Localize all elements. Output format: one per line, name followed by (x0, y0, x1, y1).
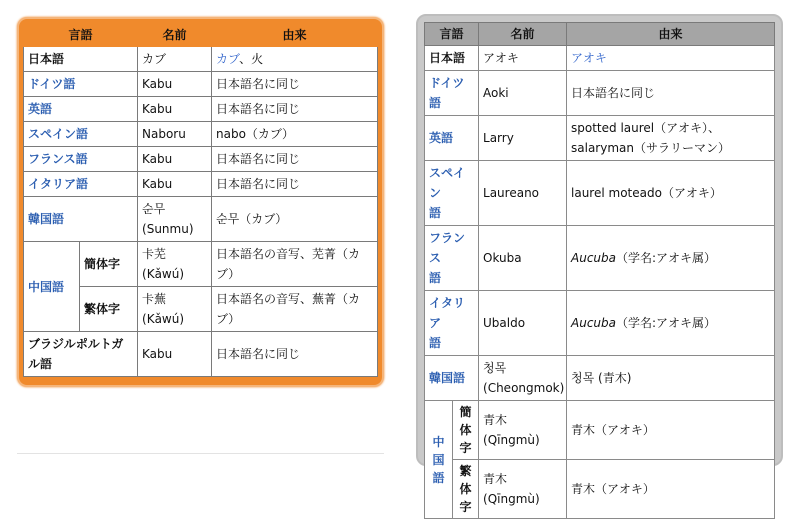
table-row (24, 122, 378, 147)
origin-line: 日本語名の音写、芜菁（カ (216, 247, 361, 261)
lang-line: 語 (429, 336, 442, 350)
table-row (24, 172, 378, 197)
sub-char: 体 (459, 482, 472, 496)
sub-char: 簡 (459, 405, 472, 419)
origin-cell: 青木（アオキ） (567, 401, 775, 460)
lang-italian-link[interactable] (425, 291, 479, 356)
table-row (425, 46, 775, 71)
name-line: 青木 (483, 413, 508, 427)
header-name: 名前 (138, 24, 212, 47)
origin-cell: 日本語名に同じ (212, 172, 378, 197)
origin-cell (212, 47, 378, 72)
table-row (425, 460, 775, 519)
lang-french-link[interactable]: フランス語 (24, 147, 138, 172)
origin-line: ブ） (216, 267, 241, 281)
sub-simplified (453, 401, 479, 460)
lang-line: フランス (429, 231, 466, 265)
sub-traditional (453, 460, 479, 519)
origin-cell: 青木（アオキ） (567, 460, 775, 519)
header-origin: 由来 (212, 24, 378, 47)
lang-line: 語 (429, 271, 442, 285)
lang-line: スペイン (429, 166, 466, 200)
table-row (24, 47, 378, 72)
name-cell: アオキ (479, 46, 567, 71)
name-line: 청목 (483, 361, 507, 375)
lang-line: ブラジルポルトガ (28, 337, 124, 351)
origin-text: （学名:アオキ属） (616, 251, 716, 265)
name-cell: Ubaldo (479, 291, 567, 356)
lang-line: イタリア (429, 296, 466, 330)
lang-italian-link[interactable]: イタリア語 (24, 172, 138, 197)
table-row (24, 242, 378, 287)
origin-cell: 日本語名に同じ (212, 332, 378, 377)
name-cell: Kabu (138, 97, 212, 122)
table-row (425, 356, 775, 401)
table-row (425, 116, 775, 161)
table-row (24, 72, 378, 97)
name-cell (138, 197, 212, 242)
name-cell: Okuba (479, 226, 567, 291)
origin-cell: nabo（カブ） (212, 122, 378, 147)
name-romanization: (Kǎwú) (142, 312, 185, 326)
sub-traditional: 繁体字 (80, 287, 138, 332)
name-romanization: (Kǎwú) (142, 267, 185, 281)
lang-french-link[interactable] (425, 226, 479, 291)
name-cell: Kabu (138, 332, 212, 377)
name-cell: Kabu (138, 72, 212, 97)
table-row (24, 147, 378, 172)
lang-japanese: 日本語 (425, 46, 479, 71)
divider (17, 453, 384, 454)
origin-cell: laurel moteado（アオキ） (567, 161, 775, 226)
origin-link[interactable]: アオキ (567, 46, 775, 71)
scientific-name: Aucuba (571, 251, 617, 265)
lang-chinese-link[interactable]: 中国語 (24, 242, 80, 332)
lang-german-link[interactable]: ドイツ語 (24, 72, 138, 97)
scientific-name: Aucuba (571, 316, 617, 330)
sub-char: 体 (459, 423, 472, 437)
header-origin: 由来 (567, 23, 775, 46)
name-line: 卡蕪 (142, 292, 167, 306)
lang-line: 語 (429, 206, 442, 220)
origin-cell: 日本語名に同じ (212, 72, 378, 97)
name-cell (138, 287, 212, 332)
header-name: 名前 (479, 23, 567, 46)
origin-line: 日本語名の音写、蕪菁（カ (216, 292, 361, 306)
lang-english-link[interactable]: 英語 (24, 97, 138, 122)
name-cell (138, 242, 212, 287)
origin-link[interactable]: カブ (216, 52, 240, 66)
name-romanization: (Cheongmok) (483, 381, 565, 395)
name-cell: カブ (138, 47, 212, 72)
origin-text: 、火 (239, 52, 264, 66)
name-cell (479, 460, 567, 519)
table-header-row (425, 23, 775, 46)
lang-char: 国 (432, 452, 445, 467)
lang-korean-link[interactable]: 韓国語 (24, 197, 138, 242)
origin-cell: 순무（カブ） (212, 197, 378, 242)
table-row (425, 71, 775, 116)
table-row (425, 401, 775, 460)
lang-chinese-link[interactable] (425, 401, 453, 519)
lang-line: ル語 (28, 357, 53, 371)
name-cell: Aoki (479, 71, 567, 116)
turnip-names-panel (17, 17, 384, 387)
name-cell: Kabu (138, 147, 212, 172)
origin-cell: 日本語名に同じ (212, 97, 378, 122)
name-cell (479, 401, 567, 460)
name-romanization: (Qīngmù) (483, 433, 540, 447)
origin-line: ブ） (216, 312, 241, 326)
name-cell: Naboru (138, 122, 212, 147)
name-cell: Larry (479, 116, 567, 161)
header-language: 言語 (24, 24, 138, 47)
origin-line: salaryman（サラリーマン） (571, 141, 730, 155)
origin-cell (567, 116, 775, 161)
lang-spanish-link[interactable] (425, 161, 479, 226)
table-row (425, 226, 775, 291)
name-cell: Kabu (138, 172, 212, 197)
origin-cell (212, 287, 378, 332)
lang-char: 中 (432, 434, 445, 449)
origin-line: spotted laurel（アオキ）、 (571, 121, 721, 135)
origin-cell (212, 242, 378, 287)
origin-cell: 日本語名に同じ (212, 147, 378, 172)
lang-japanese: 日本語 (24, 47, 138, 72)
lang-german-link[interactable]: ドイツ語 (425, 71, 479, 116)
sub-simplified: 簡体字 (80, 242, 138, 287)
origin-cell (567, 226, 775, 291)
lang-brazilian-portuguese (24, 332, 138, 377)
table-row (425, 161, 775, 226)
lang-char: 語 (432, 470, 445, 485)
table-header-row (24, 24, 378, 47)
table-row (24, 97, 378, 122)
name-romanization: (Qīngmù) (483, 492, 540, 506)
aucuba-names-panel (416, 14, 783, 514)
sub-char: 字 (459, 441, 472, 455)
origin-cell: 日本語名に同じ (567, 71, 775, 116)
table-row (425, 291, 775, 356)
origin-text: （学名:アオキ属） (616, 316, 716, 330)
name-line: 卡芜 (142, 247, 167, 261)
lang-korean-link[interactable]: 韓国語 (425, 356, 479, 401)
name-cell (479, 356, 567, 401)
turnip-names-table (23, 23, 378, 377)
origin-cell: 청목 (青木) (567, 356, 775, 401)
name-line: 순무 (142, 202, 166, 216)
lang-english-link[interactable]: 英語 (425, 116, 479, 161)
aucuba-names-table (424, 22, 775, 519)
header-language: 言語 (425, 23, 479, 46)
table-row (24, 197, 378, 242)
sub-char: 字 (459, 500, 472, 514)
lang-spanish-link[interactable]: スペイン語 (24, 122, 138, 147)
sub-char: 繁 (459, 464, 472, 478)
name-cell: Laureano (479, 161, 567, 226)
origin-cell (567, 291, 775, 356)
name-line: 青木 (483, 472, 508, 486)
table-row (24, 332, 378, 377)
name-romanization: (Sunmu) (142, 222, 194, 236)
